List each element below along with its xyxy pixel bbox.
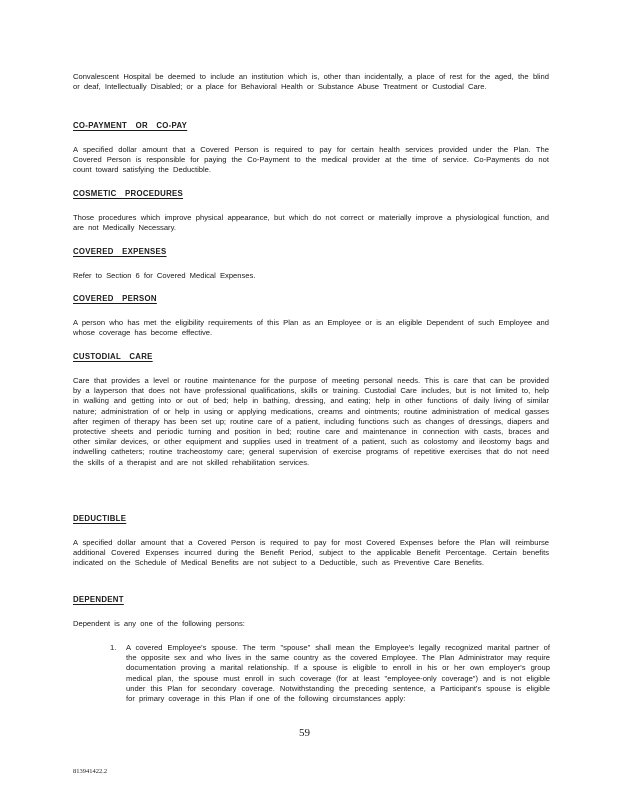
list-item-number: 1. bbox=[110, 643, 117, 652]
list-item bbox=[110, 643, 550, 704]
heading-custodial-care: CUSTODIAL CARE bbox=[73, 352, 153, 361]
intro-paragraph: Convalescent Hospital be deemed to include an institution which is, other than incidentally, a place of rest for the aged, the blind or deaf, Intellectually Disabled; or a place for Behavioral Health or Substance Abuse Treatment or Custodial Care. bbox=[73, 72, 549, 92]
paragraph-cosmetic-procedures: Those procedures which improve physical appearance, but which do not correct or materially improve a physiological function, and are not Medically Necessary. bbox=[73, 213, 549, 233]
paragraph-deductible: A specified dollar amount that a Covered Person is required to pay for most Covered Expenses before the Plan will reimburse additional Covered Expenses incurred during the Benefit Period, subject to the applicable Benefit Percentage. Certain benefits indicated on the Schedule of Medical Benefits are not subject to a Deductible, such as Preventive Care Benefits. bbox=[73, 538, 549, 568]
paragraph-covered-person: A person who has met the eligibility requirements of this Plan as an Employee or is an eligible Dependent of such Employee and whose coverage has become effective. bbox=[73, 318, 549, 338]
paragraph-covered-expenses: Refer to Section 6 for Covered Medical Expenses. bbox=[73, 271, 256, 280]
heading-covered-person: COVERED PERSON bbox=[73, 294, 157, 303]
paragraph-co-payment: A specified dollar amount that a Covered Person is required to pay for certain health services provided under the Plan. The Covered Person is responsible for paying the Co-Payment to the medical provider at the time of service. Co-Payments do not count toward satisfying the Deductible. bbox=[73, 145, 549, 175]
heading-co-payment: CO-PAYMENT OR CO-PAY bbox=[73, 121, 188, 130]
heading-dependent: DEPENDENT bbox=[73, 595, 124, 604]
heading-deductible: DEDUCTIBLE bbox=[73, 514, 127, 523]
heading-covered-expenses: COVERED EXPENSES bbox=[73, 247, 167, 256]
paragraph-custodial-care: Care that provides a level or routine maintenance for the purpose of meeting personal needs. This is care that can be provided by a layperson that does not have professional qualifications, skills or training. Custodial Care includes, but is not limited to, help in walking and getting into or out of bed; help in bathing, dressing, and eating; help in other functions of daily living of similar nature; administration of or help in using or applying medications, creams and ointments; routine administration of medical gasses after regimen of therapy has been set up; routine care of a patient, including functions such as changes of dressings, diapers and protective sheets and periodic turning and position in bed; routine care and maintenance in connection with casts, braces and other similar devices, or other equipment and supplies used in treatment of a patient, such as colostomy and ileostomy bags and indwelling catheters; routine tracheostomy care; general supervision of exercise programs of repetitive exercises that do not need the skills of a therapist and are not skilled rehabilitation services. bbox=[73, 376, 549, 467]
list-item-text: A covered Employee's spouse. The term "spouse" shall mean the Employee's legally recognized marital partner of the opposite sex and who lives in the same country as the covered Employee. The Plan Administrator may require documentation proving a marital relationship. If a spouse is eligible to enroll in his or her own employer's group medical plan, the spouse must enroll in such coverage (for at least "employee-only coverage") and is not eligible under this Plan for secondary coverage. Notwithstanding the preceding sentence, a Participant's spouse is eligible for primary coverage in this Plan if one of the following circumstances apply: bbox=[126, 643, 550, 704]
heading-cosmetic-procedures: COSMETIC PROCEDURES bbox=[73, 189, 184, 198]
page-number: 59 bbox=[299, 727, 310, 739]
document-id-footer: 813941422.2 bbox=[73, 768, 108, 775]
paragraph-dependent: Dependent is any one of the following persons: bbox=[73, 619, 245, 628]
